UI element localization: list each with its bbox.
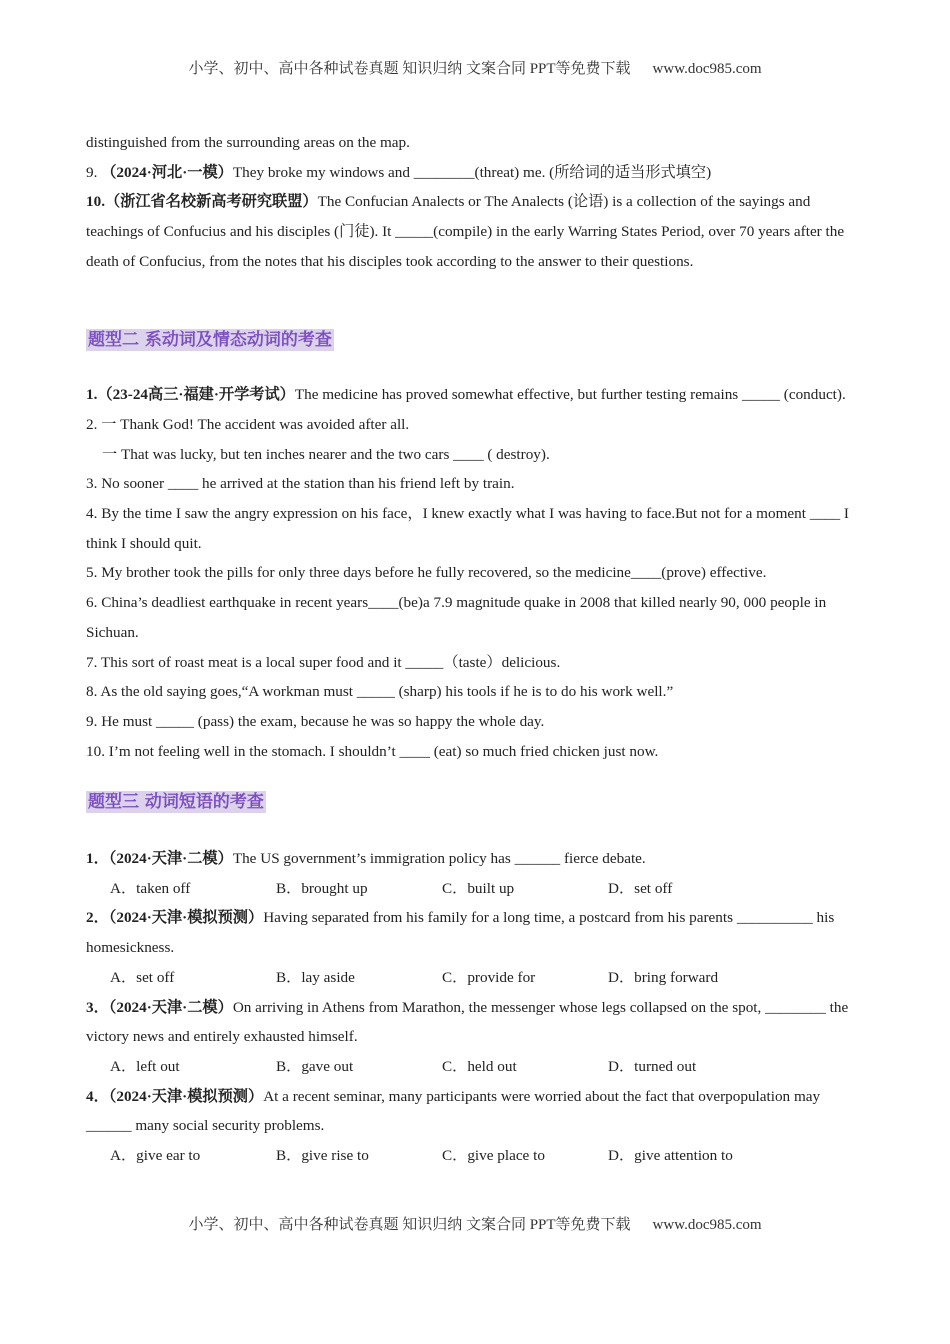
option-a: A．left out	[110, 1057, 180, 1075]
page-header	[0, 57, 950, 78]
question-source: 3．（2024·天津·二模）	[86, 998, 233, 1016]
header-text: 小学、初中、高中各种试卷真题 知识归纳 文案合同 PPT等免费下载	[188, 61, 631, 77]
s3-question-3: 3．（2024·天津·二模）On arriving in Athens from Marathon, the messenger whose legs collapsed on the spot, ________ the victory news and entirely exhausted himself.	[86, 998, 849, 1046]
document-body	[86, 128, 866, 1171]
option-b: B．give rise to	[276, 1147, 369, 1165]
s3-question-2: 2．（2024·天津·模拟预测）Having separated from his family for a long time, a postcard from his parents __________ his homesickness.	[86, 909, 835, 957]
option-d: D．give attention to	[608, 1147, 733, 1165]
s3-question-1: 1．（2024·天津·二模）The US government’s immigration policy has ______ fierce debate.	[86, 850, 646, 868]
option-d: D．set off	[608, 879, 673, 897]
continued-line: distinguished from the surrounding areas on the map.	[86, 134, 410, 151]
s2-question-9: 9. He must _____ (pass) the exam, because he was so happy the whole day.	[86, 712, 545, 730]
question-9: 9. （2024·河北·一模）They broke my windows and ________(threat) me. (所给词的适当形式填空)	[86, 163, 712, 181]
question-source: 10.（浙江省名校新高考研究联盟）	[86, 193, 318, 211]
s2-question-7: 7. This sort of roast meat is a local super food and it _____（taste）delicious.	[86, 653, 561, 671]
question-source: 4．（2024·天津·模拟预测）	[86, 1087, 264, 1105]
section-2-questions	[86, 380, 866, 766]
s2-question-5: 5. My brother took the pills for only three days before he fully recovered, so the medicine____(prove) effective.	[86, 564, 767, 582]
option-c: C．provide for	[442, 968, 536, 986]
option-c: C．held out	[442, 1057, 517, 1075]
option-c: C．built up	[442, 879, 515, 897]
s2-question-4: 4. By the time I saw the angry expression on his face，I knew exactly what I was having to face.But not for a moment ____ I think I should quit.	[86, 505, 849, 552]
option-c: C．give place to	[442, 1147, 545, 1165]
option-a: A．set off	[110, 968, 175, 986]
question-source: 2．（2024·天津·模拟预测）	[86, 909, 264, 927]
option-d: D．turned out	[608, 1057, 697, 1075]
s3-question-2-options	[86, 963, 866, 993]
option-b: B．brought up	[276, 879, 368, 897]
s2-question-8: 8. As the old saying goes,“A workman must _____ (sharp) his tools if he is to do his work well.”	[86, 683, 674, 701]
footer-text: 小学、初中、高中各种试卷真题 知识归纳 文案合同 PPT等免费下载	[188, 1217, 631, 1233]
s2-question-2b: 一 That was lucky, but ten inches nearer and the two cars ____ ( destroy).	[102, 445, 550, 463]
option-b: B．lay aside	[276, 968, 355, 986]
s2-question-10: 10. I’m not feeling well in the stomach. I shouldn’t ____ (eat) so much fried chicken just now.	[86, 742, 659, 760]
s3-question-3-options	[86, 1052, 866, 1082]
s2-question-6: 6. China’s deadliest earthquake in recent years____(be)a 7.9 magnitude quake in 2008 that killed nearly 90, 000 people in Sichuan.	[86, 594, 827, 641]
question-source: （2024·河北·一模）	[101, 163, 233, 181]
page-footer	[0, 1213, 950, 1234]
option-b: B．gave out	[276, 1057, 354, 1075]
question-10: 10.（浙江省名校新高考研究联盟）The Confucian Analects or The Analects (论语) is a collection of the sayings and teachings of Confucius and his disciples (门徒). It _____(compile) in the early Warring States Period, over 70 years after the death of Confucius, from the notes that his disciples took according to the answer to their questions.	[86, 193, 845, 270]
s2-question-3: 3. No sooner ____ he arrived at the station than his friend left by train.	[86, 475, 515, 493]
s3-question-4: 4．（2024·天津·模拟预测）At a recent seminar, many participants were worried about the fact that overpopulation may ______ many social security problems.	[86, 1087, 821, 1135]
option-a: A．give ear to	[110, 1147, 201, 1165]
question-source: 1.（23-24高三·福建·开学考试）	[86, 386, 295, 404]
s2-question-2a: 2. 一 Thank God! The accident was avoided after all.	[86, 415, 410, 433]
s3-question-4-options	[86, 1141, 866, 1171]
header-site: www.doc985.com	[652, 61, 762, 77]
s2-question-1: 1.（23-24高三·福建·开学考试）The medicine has proved somewhat effective, but further testing remains _____ (conduct).	[86, 386, 846, 404]
option-a: A．taken off	[110, 879, 191, 897]
option-d: D．bring forward	[608, 968, 719, 986]
s3-question-1-options	[86, 874, 866, 904]
section-title-3: 题型三 动词短语的考查	[88, 792, 264, 813]
footer-site: www.doc985.com	[652, 1217, 762, 1233]
question-source: 1．（2024·天津·二模）	[86, 850, 233, 868]
section-title-2: 题型二 系动词及情态动词的考查	[88, 329, 332, 350]
section-3-questions	[86, 844, 866, 1171]
